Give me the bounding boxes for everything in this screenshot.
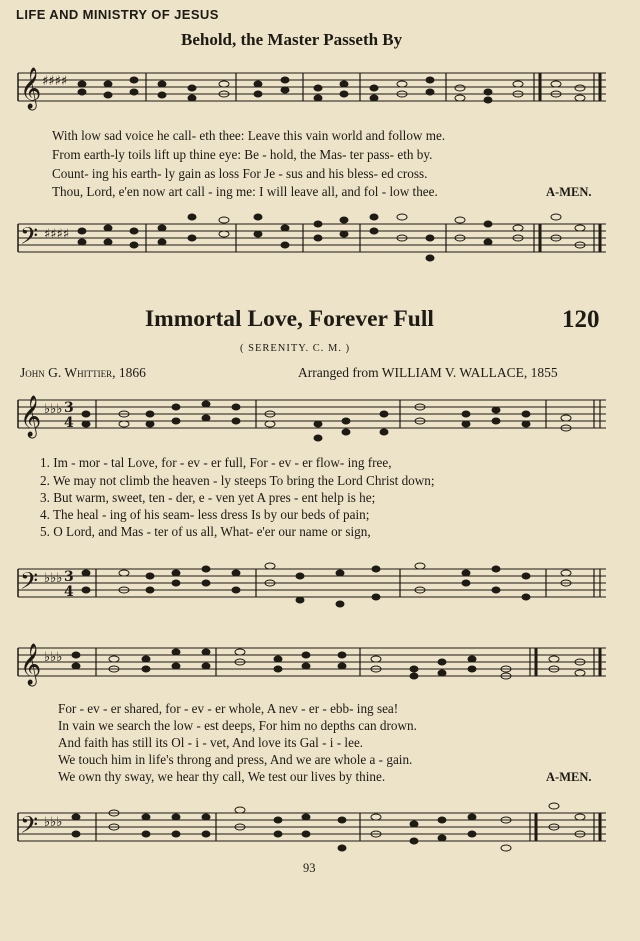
hymn1-treble-staff: [18, 67, 606, 110]
hymn1-title: Behold, the Master Passeth By: [181, 30, 403, 49]
hymn2-verse-4-line-2: We touch him in life's throng and press, And we are whole a - gain.: [58, 752, 413, 767]
running-head: LIFE AND MINISTRY OF JESUS: [16, 7, 219, 22]
hymn1-verse-4: Thou, Lord, e'en now art call - ing me: I will leave all, and fol - low thee.: [52, 184, 438, 199]
hymn2-title: Immortal Love, Forever Full: [145, 306, 434, 332]
svg-text:𝄞: 𝄞: [20, 396, 42, 437]
hymn2-treble-staff-1: [18, 395, 606, 441]
hymn2-amen: A-MEN.: [546, 770, 592, 784]
svg-text:𝄞: 𝄞: [20, 68, 42, 109]
svg-text:3: 3: [64, 400, 74, 416]
svg-text:𝄢: 𝄢: [20, 811, 39, 844]
svg-text:𝄞: 𝄞: [20, 644, 42, 685]
hymn2-verse-1-line-2: For - ev - er shared, for - ev - er whole, A nev - er - ebb- ing sea!: [58, 701, 399, 716]
hymn1-verse-2: From earth-ly toils lift up thine eye: Be - hold, the Mas- ter pass- eth by.: [52, 147, 433, 162]
arranger: Arranged from WILLIAM V. WALLACE, 1855: [298, 365, 558, 380]
svg-text:4: 4: [64, 415, 74, 431]
svg-text:♭♭♭: ♭♭♭: [44, 815, 63, 830]
hymn2-verse-1-line-1: 1. Im - mor - tal Love, for - ev - er full, For - ev - er flow- ing free,: [40, 455, 392, 470]
hymn2-verse-3-line-1: 3. But warm, sweet, ten - der, e - ven yet A pres - ent help is he;: [40, 490, 376, 505]
tune-name: ( SERENITY. C. M. ): [240, 343, 351, 354]
hymn1-bass-staff: [18, 214, 606, 261]
svg-text:♭♭♭: ♭♭♭: [44, 571, 63, 586]
hymn1-verse-3: Count- ing his earth- ly gain as loss For Je - sus and his bless- ed cross.: [52, 166, 428, 181]
author: John G. Whittier, 1866: [20, 365, 146, 380]
hymn1-amen: A-MEN.: [546, 185, 592, 199]
svg-text:𝄢: 𝄢: [20, 222, 39, 255]
hymn2-bass-staff-2: [18, 803, 606, 851]
hymn2-verse-2-line-2: In vain we search the low - est deeps, For him no depths can drown.: [58, 718, 417, 733]
hymn2-treble-staff-2: [18, 643, 606, 686]
hymn2-verse-3-line-2: And faith has still its Ol - i - vet, And love its Gal - i - lee.: [58, 735, 364, 750]
hymn2-verse-2-line-1: 2. We may not climb the heaven - ly steeps To bring the Lord Christ down;: [40, 473, 435, 488]
svg-text:♯♯♯♯: ♯♯♯♯: [44, 227, 70, 242]
svg-text:♭♭♭: ♭♭♭: [44, 650, 63, 665]
hymn2-verse-5-line-1: 5. O Lord, and Mas - ter of us all, What- e'er our name or sign,: [40, 524, 371, 539]
hymn2-verse-5-line-2: We own thy sway, we hear thy call, We test our lives by thine.: [58, 769, 386, 784]
hymn-number: 120: [562, 306, 600, 333]
svg-text:3: 3: [64, 569, 74, 585]
svg-text:♯♯♯♯: ♯♯♯♯: [42, 74, 68, 89]
svg-text:♭♭♭: ♭♭♭: [44, 402, 63, 417]
svg-text:𝄢: 𝄢: [20, 567, 39, 600]
hymn2-verse-4-line-1: 4. The heal - ing of his seam- less dress Is by our beds of pain;: [40, 507, 370, 522]
svg-text:4: 4: [64, 584, 74, 600]
page-number: 93: [303, 861, 316, 875]
hymn2-bass-staff-1: [18, 563, 606, 607]
hymn1-verse-1: With low sad voice he call- eth thee: Leave this vain world and follow me.: [52, 128, 446, 143]
